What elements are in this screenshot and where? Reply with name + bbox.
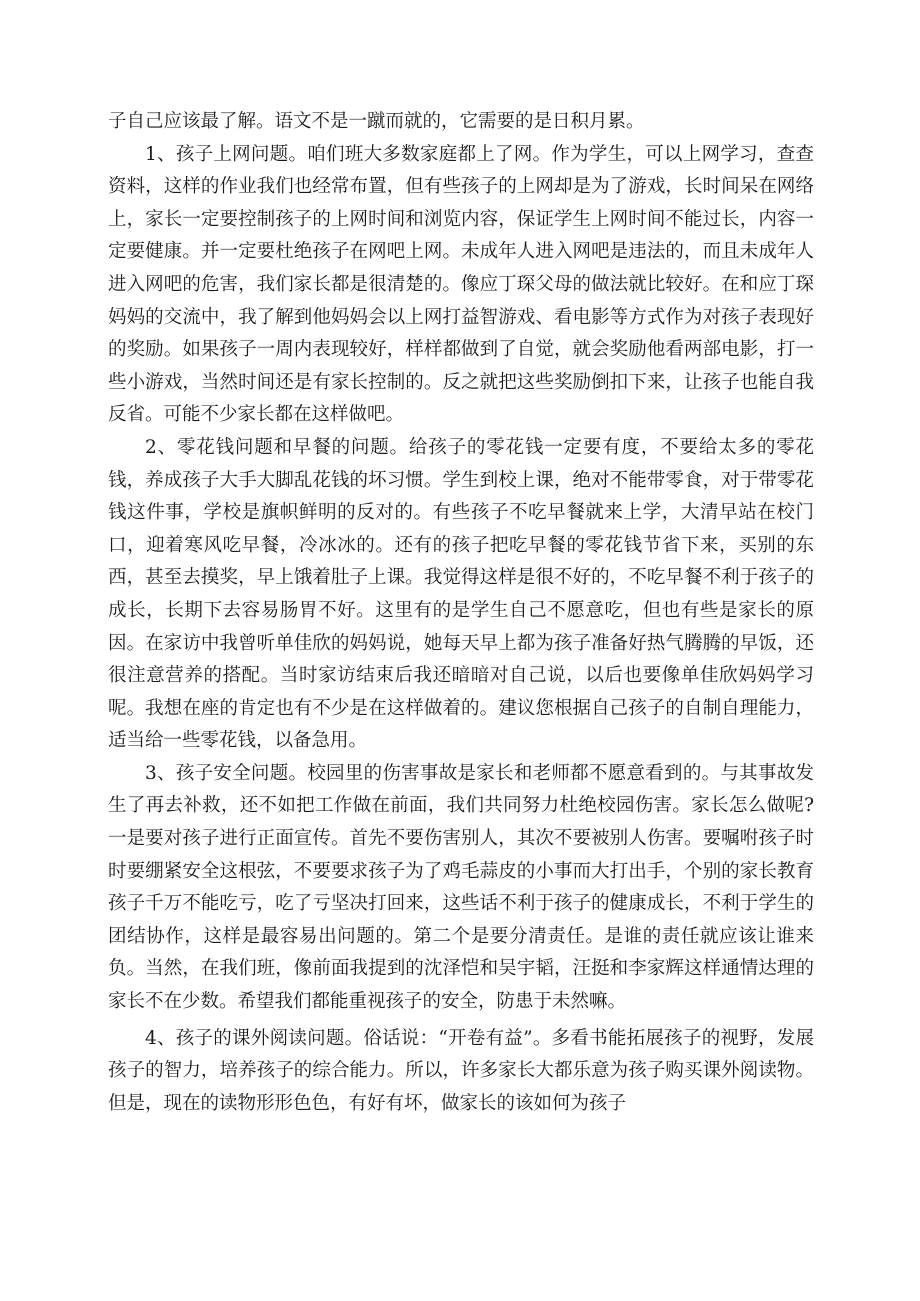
paragraph-extracurricular-reading: 4、孩子的课外阅读问题。俗话说：“开卷有益”。多看书能拓展孩子的视野，发展孩子的智力，培养孩子的综合能力。所以，许多家长大都乐意为孩子购买课外阅读物。但是，现在的读物形形色色，有好有坏，做家长的该如何为孩子 bbox=[108, 1027, 814, 1114]
paragraph-pocket-money-breakfast: 2、零花钱问题和早餐的问题。给孩子的零花钱一定要有度，不要给太多的零花钱，养成孩子大手大脚乱花钱的坏习惯。学生到校上课，绝对不能带零食，对于带零花钱这件事，学校是旗帜鲜明的反对的。有些孩子不吃早餐就来上学，大清早站在校门口，迎着寒风吃早餐，冷冰冰的。还有的孩子把吃早餐的零花钱节省下来，买别的东西，甚至去摸奖，早上饿着肚子上课。我觉得这样是很不好的，不吃早餐不利于孩子的成长，长期下去容易肠胃不好。这里有的是学生自己不愿意吃，但也有些是家长的原因。在家访中我曾听单佳欣的妈妈说，她每天早上都为孩子准备好热气腾腾的早饭，还很注意营养的搭配。当时家访结束后我还暗暗对自己说，以后也要像单佳欣妈妈学习呢。我想在座的肯定也有不少是在这样做着的。建议您根据自己孩子的自制自理能力，适当给一些零花钱，以备急用。 bbox=[108, 436, 814, 752]
paragraph-continuation: 子自己应该最了解。语文不是一蹴而就的，它需要的是日积月累。 bbox=[108, 111, 645, 132]
paragraph-child-safety: 3、孩子安全问题。校园里的伤害事故是家长和老师都不愿意看到的。与其事故发生了再去补救，还不如把工作做在前面，我们共同努力杜绝校园伤害。家长怎么做呢?一是要对孩子进行正面宣传。首先不要伤害别人，其次不要被别人伤害。要嘱咐孩子时时要绷紧安全这根弦，不要要求孩子为了鸡毛蒜皮的小事而大打出手，个别的家长教育孩子千万不能吃亏，吃了亏坚决打回来，这些话不利于孩子的健康成长，不利于学生的团结协作，这样是最容易出问题的。第二个是要分清责任。是谁的责任就应该让谁来负。当然，在我们班，像前面我提到的沈泽恺和吴宇韬，汪挺和李家辉这样通情达理的家长不在少数。希望我们都能重视孩子的安全，防患于未然嘛。 bbox=[108, 762, 814, 1013]
document-body bbox=[108, 106, 814, 1120]
paragraph-internet-use: 1、孩子上网问题。咱们班大多数家庭都上了网。作为学生，可以上网学习，查查资料，这样的作业我们也经常布置，但有些孩子的上网却是为了游戏，长时间呆在网络上，家长一定要控制孩子的上网时间和浏览内容，保证学生上网时间不能过长，内容一定要健康。并一定要杜绝孩子在网吧上网。未成年人进入网吧是违法的，而且未成年人进入网吧的危害，我们家长都是很清楚的。像应丁琛父母的做法就比较好。在和应丁琛妈妈的交流中，我了解到他妈妈会以上网打益智游戏、看电影等方式作为对孩子表现好的奖励。如果孩子一周内表现较好，样样都做到了自觉，就会奖励他看两部电影，打一些小游戏，当然时间还是有家长控制的。反之就把这些奖励倒扣下来，让孩子也能自我反省。可能不少家长都在这样做吧。 bbox=[108, 143, 814, 426]
